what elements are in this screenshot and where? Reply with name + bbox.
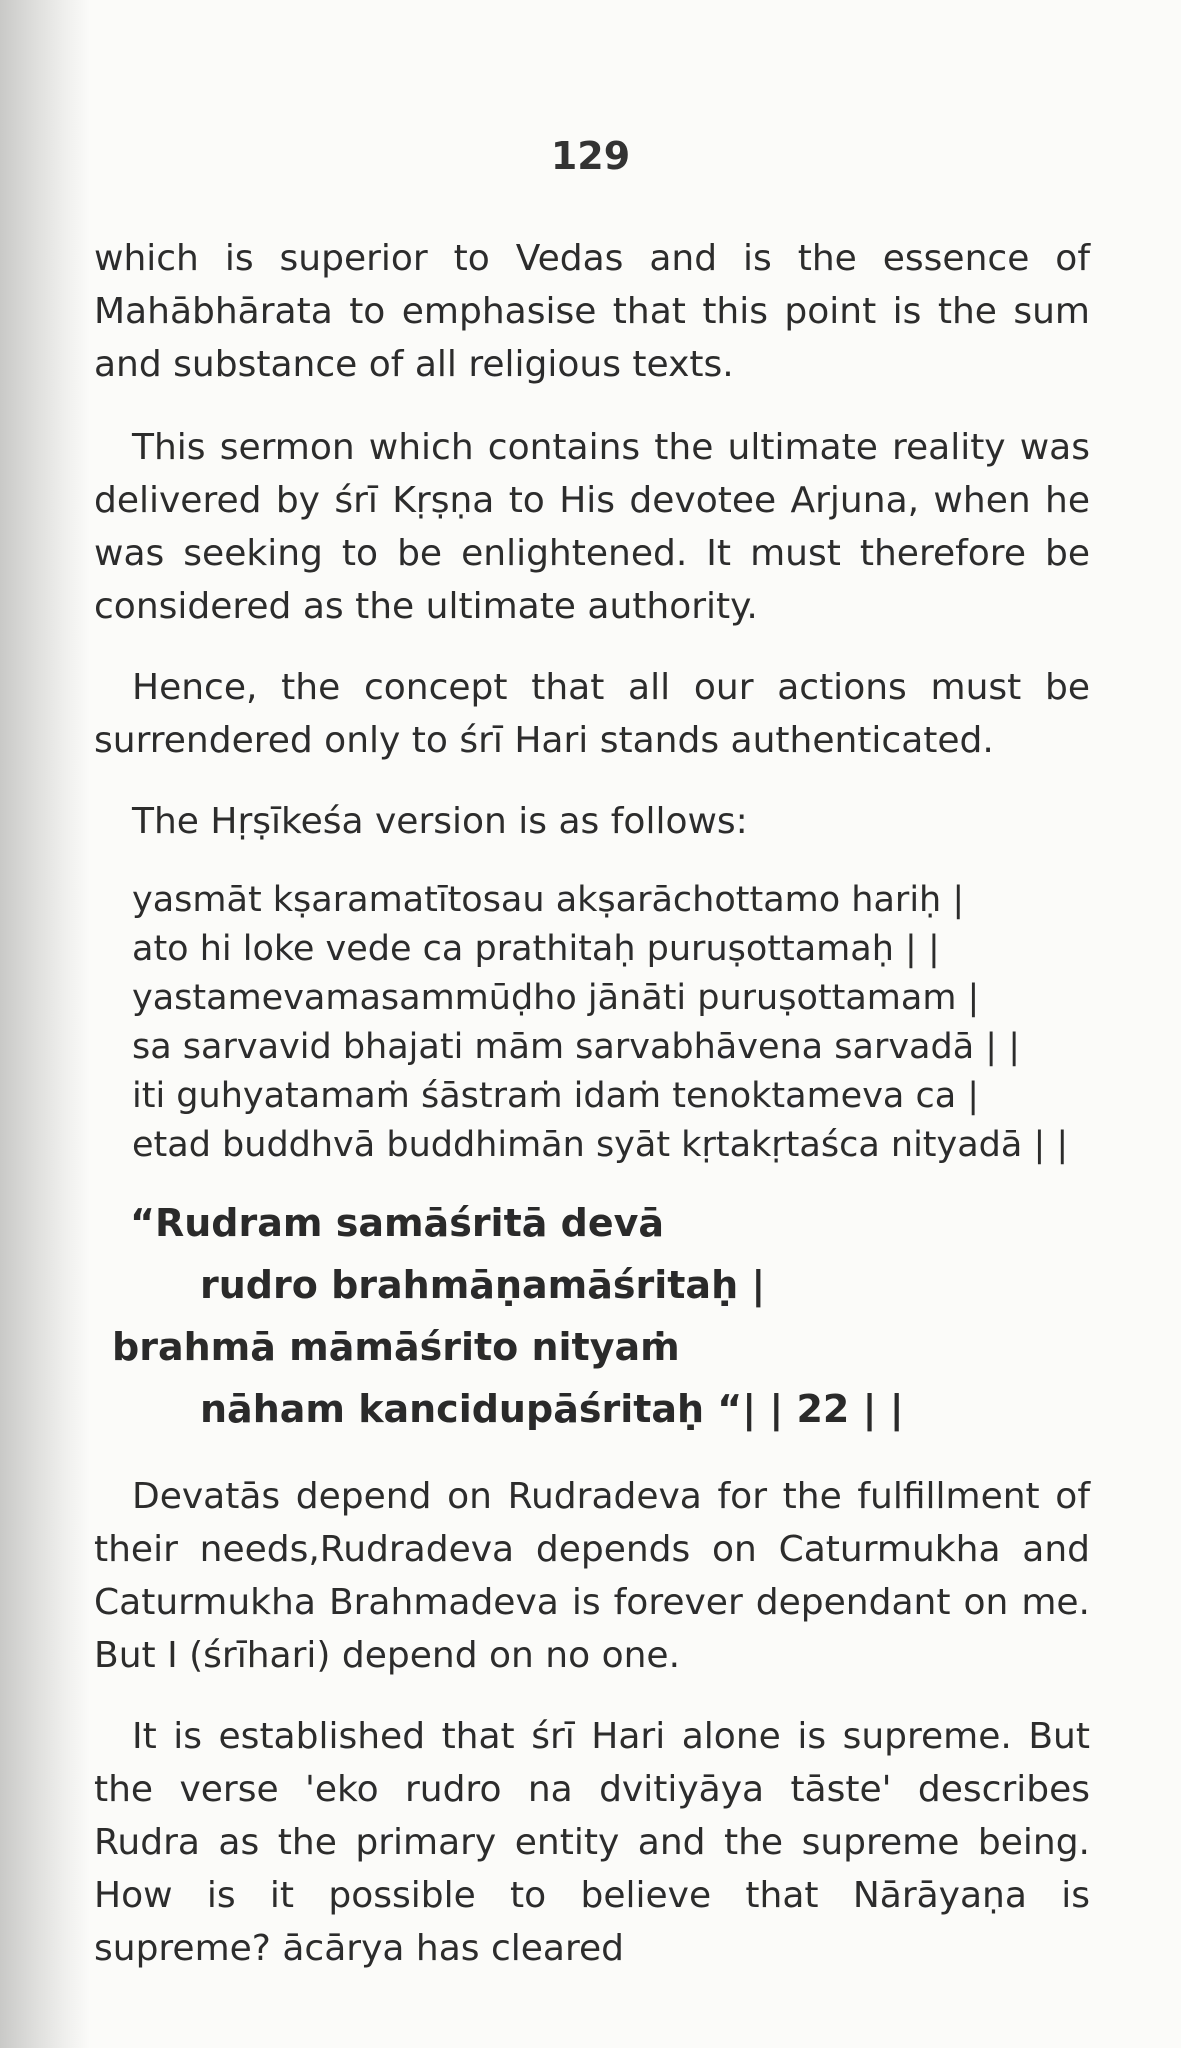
main-verse-line: nāham kancidupāśritaḥ “| | 22 | | [200,1387,904,1431]
page-body [94,232,1090,2003]
verse-line: etad buddhvā buddhimān syāt kṛtakṛtaśca nityadā | | [132,1125,1069,1165]
paragraph-intro: which is superior to Vedas and is the essence of Mahābhārata to emphasise that this point is the sum and substance of all religious texts. [94,238,1090,385]
paragraph-commentary: It is established that śrī Hari alone is supreme. But the verse 'eko rudro na dvitiyāya tāste' describes Rudra as the primary entity and the supreme being. How is it possible to believe that Nārāyaṇa is supreme? ācārya has cleared [94,1716,1090,1969]
main-verse-block [112,1192,1090,1440]
sanskrit-verse-block [132,876,1090,1170]
page-number: 129 [550,134,631,178]
verse-line: iti guhyatamaṁ śāstraṁ idaṁ tenoktameva ca | [132,1076,980,1116]
paragraph-conclusion: Hence, the concept that all our actions must be surrendered only to śrī Hari stands authenticated. [94,667,1090,761]
verse-line: ato hi loke vede ca prathitaḥ puruṣottamaḥ | | [132,929,940,969]
main-verse-line: brahmā māmāśrito nityaṁ [112,1325,680,1369]
paragraph-sermon: This sermon which contains the ultimate reality was delivered by śrī Kṛṣṇa to His devotee Arjuna, when he was seeking to be enlightened. It must therefore be considered as the ultimate authority. [94,427,1090,627]
verse-line: sa sarvavid bhajati mām sarvabhāvena sarvadā | | [132,1027,1020,1067]
main-verse-line: “Rudram samāśritā devā [130,1201,665,1245]
main-verse-line: rudro brahmāṇamāśritaḥ | [200,1263,766,1307]
paragraph-translation: Devatās depend on Rudradeva for the fulfillment of their needs,Rudradeva depends on Caturmukha and Caturmukha Brahmadeva is forever dependant on me. But I (śrīhari) depend on no one. [94,1476,1090,1676]
verse-line: yastamevamasammūḍho jānāti puruṣottamam | [132,978,980,1018]
verse-line: yasmāt kṣaramatītosau akṣarāchottamo hariḥ | [132,880,965,920]
paragraph-version-intro: The Hṛṣīkeśa version is as follows: [132,801,748,842]
page-gutter-shadow [0,0,90,2048]
